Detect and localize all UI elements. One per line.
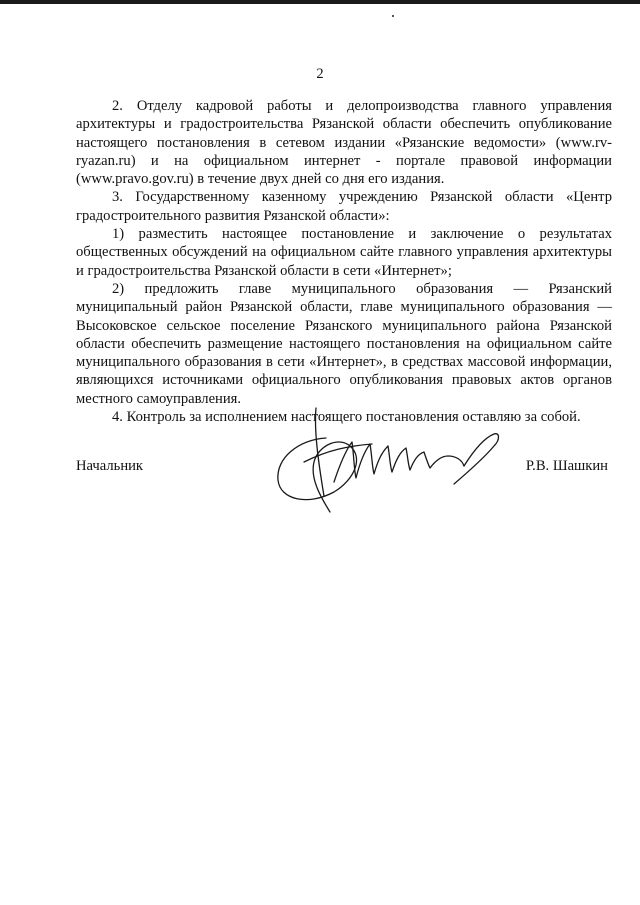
page-number: 2 bbox=[316, 66, 324, 82]
paragraph-item-2-municipal: 2) предложить главе муниципального образования — Рязанский муниципальный район Рязанской области, главе муниципального образования — Высоковское сельское поселение Рязанского муниципального района Рязанской области обеспечить размещение настоящего постановления на официальном сайте муниципального образования в сети «Интернет», в средствах массовой информации, являющихся источниками официального опубликования правовых актов органов местного самоуправления. bbox=[76, 280, 612, 407]
handwritten-signature bbox=[268, 400, 504, 518]
document-body bbox=[76, 97, 612, 426]
paragraph-publication: 2. Отделу кадровой работы и делопроизводства главного управления архитектуры и градостроительства Рязанской области обеспечить опубликование настоящего постановления в сетевом издании «Рязанские ведомости» (www.rv-ryazan.ru) и на официальном интернет - портале правовой информации (www.pravo.gov.ru) в течение двух дней со дня его издания. bbox=[76, 98, 612, 188]
paragraph-control: 4. Контроль за исполнением настоящего постановления оставляю за собой. bbox=[112, 409, 581, 426]
page-top-edge bbox=[0, 0, 640, 4]
scan-speck bbox=[392, 15, 394, 17]
signer-position: Начальник bbox=[76, 458, 144, 474]
signer-name: Р.В. Шашкин bbox=[525, 458, 608, 474]
paragraph-item-1-post-online: 1) разместить настоящее постановление и заключение о результатах общественных обсуждений на официальном сайте главного управления архитектуры и градостроительства Рязанской области в сети «Интернет»; bbox=[76, 226, 612, 279]
paragraph-state-institution: 3. Государственному казенному учреждению Рязанской области «Центр градостроительного развития Рязанской области»: bbox=[76, 189, 612, 224]
